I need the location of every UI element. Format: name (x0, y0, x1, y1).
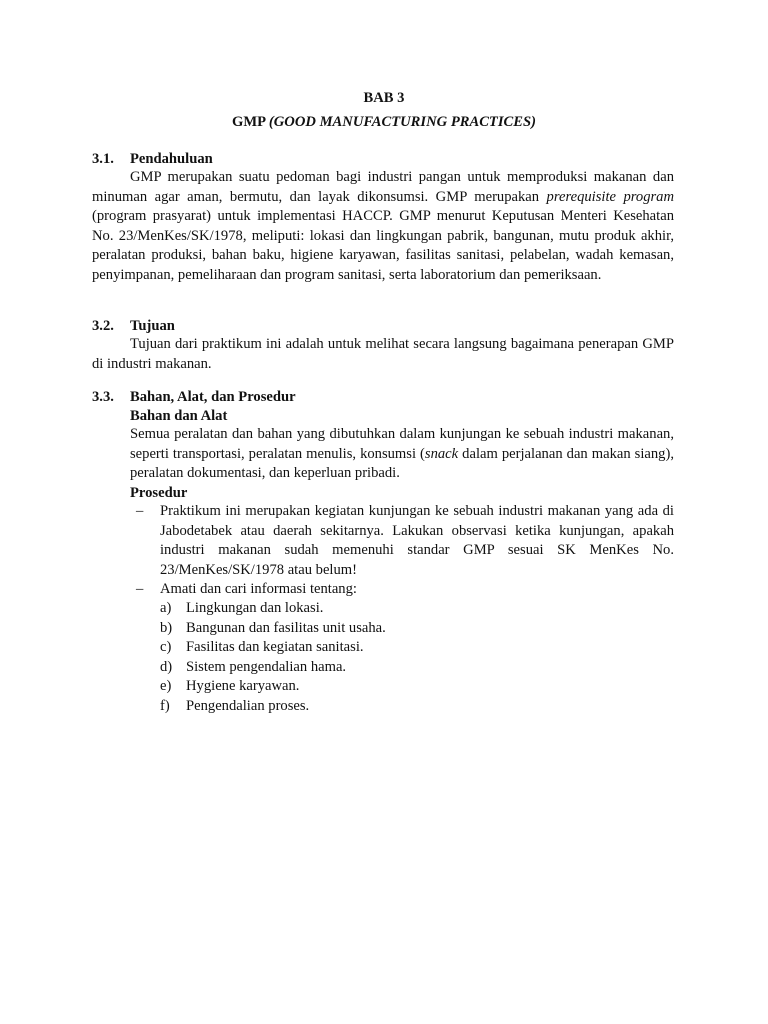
bullet-text: Amati dan cari informasi tentang: (160, 581, 357, 597)
list-item-text: Pengendalian proses. (186, 697, 310, 714)
list-item-label: d) (160, 658, 173, 675)
dash-bullet: – (136, 503, 144, 519)
chapter-title (0, 112, 768, 132)
list-item (160, 599, 386, 619)
pendahuluan-text-c: (program prasyarat) untuk implementasi HACCP. GMP menurut Keputusan Menteri Kesehatan No. 23/MenKes/SK/1978, meliputi: lokasi dan lingkungan pabrik, bangunan, mutu produk akhir, peralatan produksi, bahan baku, higiene karyawan, fasilitas sanitasi, pelabelan, wadah kemasan, penyimpanan, pemeliharaan dan program sanitasi, serta laboratorium dan pemeriksaan. (92, 208, 674, 283)
list-item-label: f) (160, 697, 170, 714)
section-title: Tujuan (130, 318, 175, 334)
pendahuluan-text-italic: prerequisite program (546, 188, 675, 205)
list-item-label: b) (160, 619, 173, 636)
tujuan-text: Tujuan dari praktikum ini adalah untuk melihat secara langsung bagaimana penerapan GMP di industri makanan. (92, 336, 674, 372)
dash-bullet: – (136, 581, 144, 597)
list-item-text: Lingkungan dan lokasi. (186, 600, 324, 616)
bahan-text-a: Semua peralatan dan bahan yang dibutuhkan dalam kunjungan ke sebuah industri makanan, seperti transportasi, peralatan menulis, konsumsi ( (130, 426, 674, 462)
section-title: Pendahuluan (130, 151, 213, 167)
procedure-bullet-2 (130, 580, 674, 600)
list-item (160, 619, 386, 639)
list-item-text: Fasilitas dan kegiatan sanitasi. (186, 639, 364, 655)
section-heading-tujuan (92, 316, 175, 336)
section-title: Bahan, Alat, dan Prosedur (130, 389, 296, 405)
section-number: 3.3. (92, 389, 114, 405)
title-italic: (GOOD MANUFACTURING PRACTICES) (268, 114, 536, 130)
bullet-text: Praktikum ini merupakan kegiatan kunjungan ke sebuah industri makanan yang ada di Jabodetabek atau daerah sekitarnya. Lakukan observasi ketika kunjungan, apakah industri makanan sudah memenuhi standar GMP sesuai SK MenKes No. 23/MenKes/SK/1978 atau belum! (160, 503, 674, 578)
list-item (160, 638, 386, 658)
tujuan-paragraph (92, 335, 674, 374)
bahan-alat-paragraph (130, 425, 674, 484)
section-number: 3.2. (92, 318, 114, 334)
title-plain: GMP (232, 114, 269, 130)
list-item-label: a) (160, 600, 172, 616)
list-item-text: Sistem pengendalian hama. (186, 658, 347, 675)
subheading-prosedur: Prosedur (130, 485, 188, 501)
bahan-text-italic: snack (424, 445, 459, 462)
observation-list (160, 599, 386, 716)
section-heading-pendahuluan (92, 149, 213, 169)
chapter-label: BAB 3 (363, 90, 405, 106)
list-item-label: c) (160, 639, 172, 655)
section-heading-bahan-alat-prosedur (92, 387, 296, 407)
pendahuluan-text-a: GMP merupakan suatu pedoman bagi industri pangan untuk memproduksi makanan dan minuman agar aman, bermutu, dan layak dikonsumsi. GMP merupakan (92, 169, 674, 205)
list-item (160, 697, 386, 717)
list-item-label: e) (160, 678, 172, 694)
list-item (160, 677, 386, 697)
section-number: 3.1. (92, 151, 114, 167)
bahan-text-c: dalam perjalanan dan makan siang), peralatan dokumentasi, dan keperluan pribadi. (130, 445, 674, 481)
subheading-bahan-dan-alat: Bahan dan Alat (130, 408, 228, 424)
pendahuluan-paragraph (92, 168, 674, 285)
list-item (160, 658, 386, 678)
procedure-bullet-1 (130, 502, 674, 580)
list-item-text: Hygiene karyawan. (186, 678, 300, 694)
list-item-text: Bangunan dan fasilitas unit usaha. (186, 619, 386, 636)
